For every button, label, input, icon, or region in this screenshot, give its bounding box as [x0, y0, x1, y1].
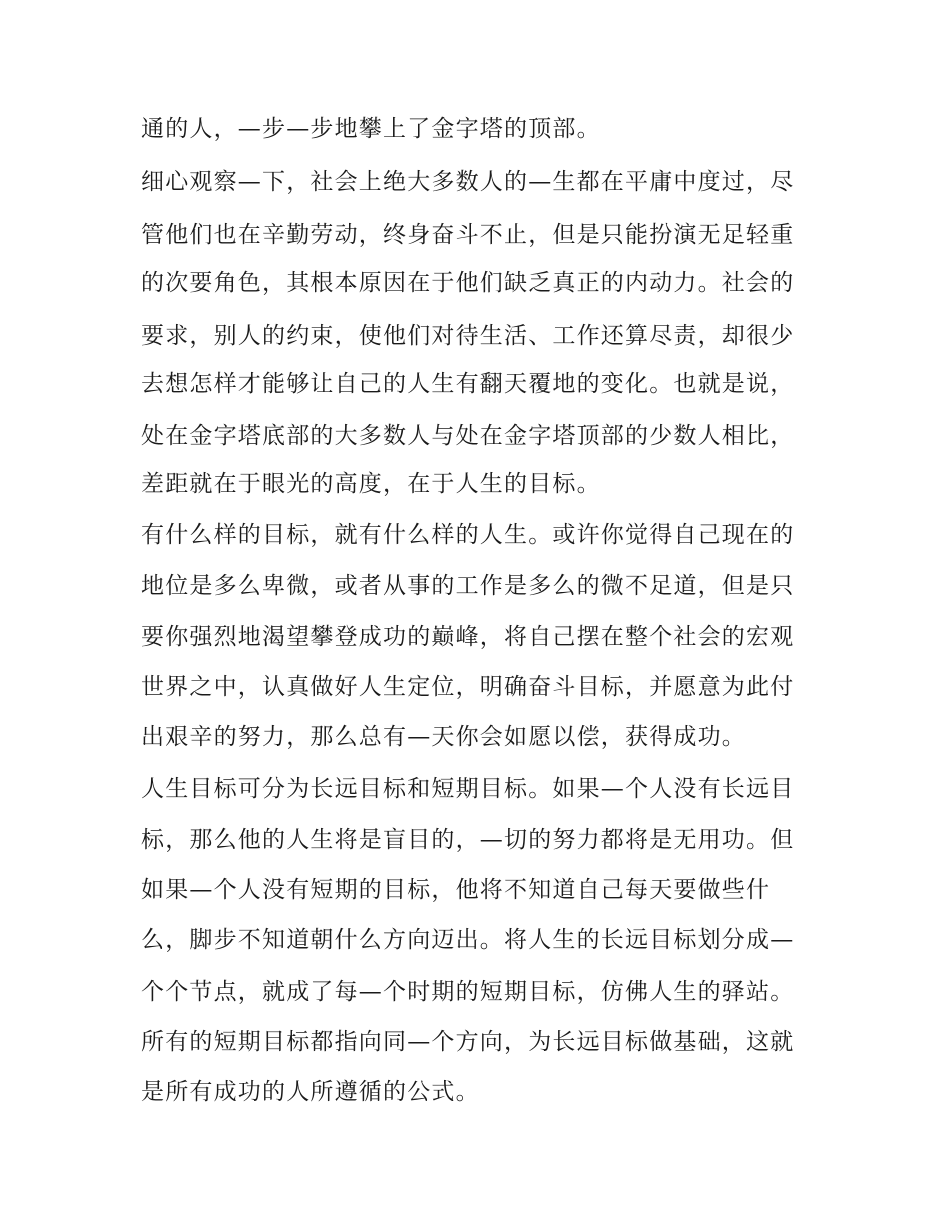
- text-line: 的次要角色，其根本原因在于他们缺乏真正的内动力。社会的: [141, 270, 795, 296]
- text-line: 是所有成功的人所遵循的公式。: [141, 1079, 480, 1105]
- text-line: 细心观察—下，社会上绝大多数人的—生都在平庸中度过，尽: [141, 169, 795, 195]
- text-line: 要你强烈地渴望攀登成功的巅峰，将自己摆在整个社会的宏观: [141, 624, 795, 650]
- text-line: 管他们也在辛勤劳动，终身奋斗不止，但是只能扮演无足轻重: [141, 222, 795, 248]
- text-line: 去想怎样才能够让自己的人生有翻天覆地的变化。也就是说，: [141, 371, 795, 397]
- text-line: 地位是多么卑微，或者从事的工作是多么的微不足道，但是只: [141, 573, 795, 599]
- text-line: 世界之中，认真做好人生定位，明确奋斗目标，并愿意为此付: [141, 674, 795, 700]
- text-line: 处在金字塔底部的大多数人与处在金字塔顶部的少数人相比，: [141, 423, 795, 449]
- text-line: 个个节点，就成了每—个时期的短期目标，仿佛人生的驿站。: [141, 979, 795, 1005]
- text-line: 要求，别人的约束，使他们对待生活、工作还算尽责，却很少: [141, 323, 795, 349]
- text-line: 所有的短期目标都指向同—个方向，为长远目标做基础，这就: [141, 1029, 795, 1055]
- text-line: 人生目标可分为长远目标和短期目标。如果—个人没有长远目: [141, 776, 795, 802]
- text-line: 出艰辛的努力，那么总有—天你会如愿以偿，获得成功。: [141, 724, 746, 750]
- text-line: 有什么样的目标，就有什么样的人生。或许你觉得自己现在的: [141, 522, 795, 548]
- text-line: 差距就在于眼光的高度，在于人生的目标。: [141, 471, 601, 497]
- text-line: 通的人，—步—步地攀上了金字塔的顶部。: [141, 116, 601, 142]
- text-line: 么，脚步不知道朝什么方向迈出。将人生的长远目标划分成—: [141, 927, 795, 953]
- text-line: 如果—个人没有短期的目标，他将不知道自己每天要做些什: [141, 877, 771, 903]
- text-line: 标，那么他的人生将是盲目的，—切的努力都将是无用功。但: [141, 827, 795, 853]
